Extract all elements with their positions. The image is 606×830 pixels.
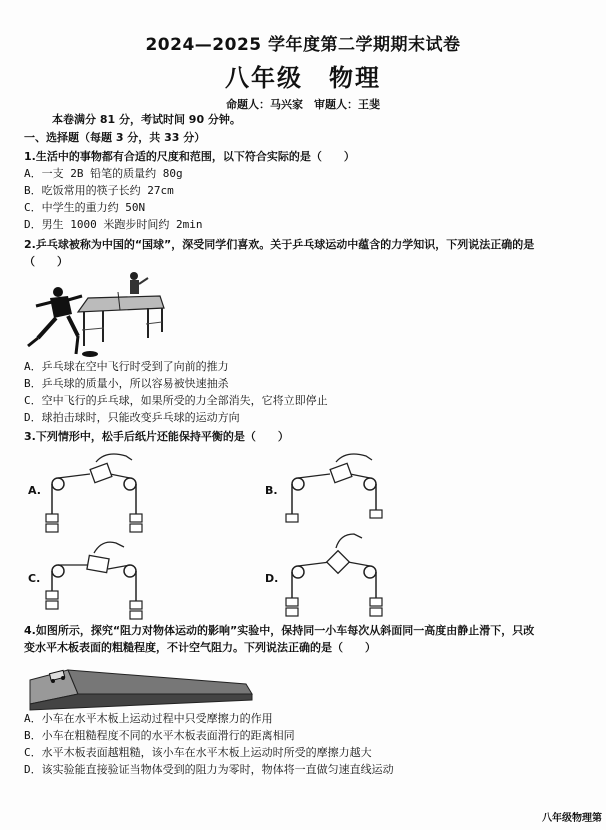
- section-title: 一、选择题（每题 3 分，共 33 分）: [24, 131, 206, 144]
- q1-stem: 1.生活中的事物都有合适的尺度和范围，以下符合实际的是（ ）: [24, 150, 355, 163]
- q4-option-a: A．小车在水平木板上运动过程中只受摩擦力的作用: [24, 712, 273, 725]
- q3-figure-a: [40, 448, 160, 538]
- q1-option-c: C．中学生的重力约 50N: [24, 201, 146, 214]
- q3-label-d: D.: [265, 572, 279, 585]
- q3-stem: 3.下列情形中，松手后纸片还能保持平衡的是（ ）: [24, 430, 289, 443]
- q4-option-c: C．水平木板表面越粗糙，该小车在水平木板上运动时所受的摩擦力越大: [24, 746, 372, 759]
- q1-option-d: D．男生 1000 米跑步时间约 2min: [24, 218, 203, 231]
- q1-option-a: A．一支 2B 铅笔的质量约 80g: [24, 167, 183, 180]
- q1-option-b: B．吃饭常用的筷子长约 27cm: [24, 184, 174, 197]
- q4-option-b: B．小车在粗糙程度不同的水平木板表面滑行的距离相同: [24, 729, 295, 742]
- q2-option-c: C．空中飞行的乒乓球，如果所受的力全部消失，它将立即停止: [24, 394, 328, 407]
- q3-label-b: B.: [265, 484, 278, 497]
- page-footer: 八年级物理第: [542, 813, 602, 824]
- q3-figure-b: [280, 448, 400, 528]
- q3-label-c: C.: [28, 572, 41, 585]
- incline-board-illustration: [28, 664, 258, 712]
- ping-pong-illustration: [28, 266, 168, 358]
- exam-title: 2024—2025 学年度第二学期期末试卷: [145, 35, 461, 55]
- q2-stem-line1: 2.乒乓球被称为中国的“国球”，深受同学们喜欢。关于乒乓球运动中蕴含的力学知识，下列说法正确的是: [24, 238, 535, 251]
- exam-info: 本卷满分 81 分，考试时间 90 分钟。: [52, 113, 241, 126]
- q3-figure-c: [40, 535, 160, 625]
- exam-subtitle: 八年级 物理: [225, 64, 381, 92]
- q2-stem-line2: （ ）: [24, 255, 68, 268]
- q2-option-d: D．球拍击球时，只能改变乒乓球的运动方向: [24, 411, 240, 424]
- q4-option-d: D．该实验能直接验证当物体受到的阻力为零时，物体将一直做匀速直线运动: [24, 763, 394, 776]
- q4-stem-line2: 变水平木板表面的粗糙程度，不计空气阻力。下列说法正确的是（ ）: [24, 641, 376, 654]
- q2-option-b: B．乒乓球的质量小，所以容易被快速抽杀: [24, 377, 229, 390]
- q3-label-a: A.: [28, 484, 41, 497]
- q3-figure-d: [280, 532, 400, 624]
- q2-option-a: A．乒乓球在空中飞行时受到了向前的推力: [24, 360, 229, 373]
- exam-authors: 命题人：马兴家 审题人：王斐: [226, 98, 380, 111]
- q4-stem-line1: 4.如图所示，探究“阻力对物体运动的影响”实验中，保持同一小车每次从斜面同一高度由静止滑下，只改: [24, 624, 535, 637]
